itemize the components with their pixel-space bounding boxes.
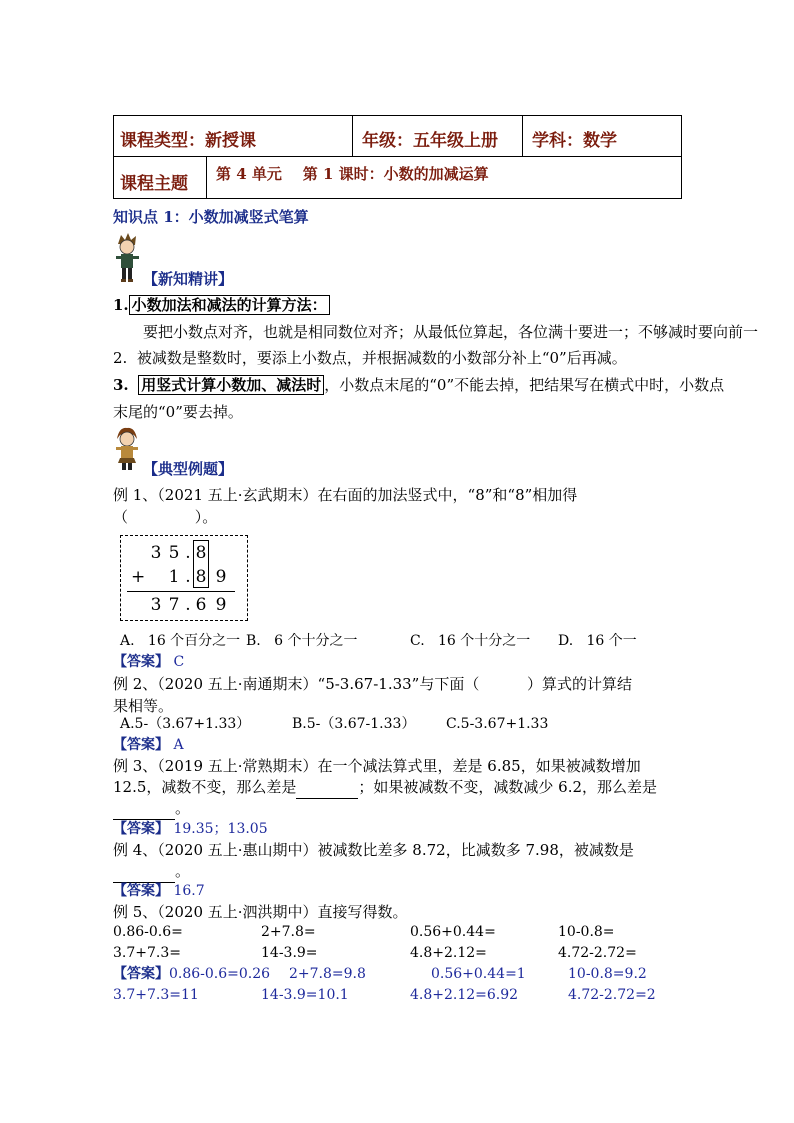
girl-cartoon-icon [113,425,141,473]
answer-value: 19.35；13.05 [173,821,268,837]
example-5-answer [113,964,270,984]
ex5-answer-cell: 3.7+7.3=11 [113,987,199,1003]
option-c: C. 16 个十分之一 [410,633,531,649]
ex5-question-cell: 0.86-0.6= [113,924,183,940]
course-type: 课程类型：新授课 [120,131,256,151]
col-divider [206,156,207,198]
answer-label: 【答案】 [113,966,169,982]
example-5-question: 例 5、（2020 五上·泗洪期中）直接写得数。 [113,903,408,921]
ex2-option-b: B.5-（3.67-1.33） [292,716,416,732]
subject: 学科：数学 [532,131,617,151]
example-4-answer [113,881,205,901]
sum-line [127,591,235,592]
example-3-answer [113,819,268,839]
item-1 [113,294,330,316]
item-3 [113,374,724,396]
topic-label: 课程主题 [120,174,188,194]
text-span: ；如果被减数不变，减数减少 6.2，那么差是 [358,778,658,796]
answer-value: 16.7 [173,883,205,899]
example-3-question-cont [113,776,657,799]
ex5-answer-cell: 2+7.8=9.8 [289,966,366,982]
answer-label: 【答案】 [113,883,169,899]
answer-blank [113,797,175,820]
option-d: D. 16 个一 [558,633,637,649]
topic-value: 第 4 单元 第 1 课时：小数的加减运算 [216,165,489,183]
calc-plus-sign: + [131,567,146,587]
ex5-question-cell: 14-3.9= [261,945,318,961]
course-info-table [113,115,682,199]
calc-digit: 3 [150,543,162,563]
example-1-blank: （ ）。 [113,508,218,526]
calc-digit: 3 [150,595,162,615]
example-2-question: 例 2、（2020 五上·南通期末）“5-3.67-1.33”与下面（ ）算式的计算结 [113,675,633,693]
text-span: 12.5，减数不变，那么差是 [113,778,297,796]
item-1-boxed: 小数加法和减法的计算方法： [129,295,330,315]
ex5-answer-cell: 0.86-0.6=0.26 [169,966,271,982]
calc-digit: . [185,595,191,615]
grade: 年级：五年级上册 [362,131,498,151]
answer-value: A [173,737,184,753]
item-1-number: 1. [113,296,129,314]
example-2-answer [113,735,184,755]
calc-digit: 9 [215,595,227,615]
calc-digit: . [185,543,191,563]
calc-digit: 9 [215,567,227,587]
col-divider [352,116,353,156]
ex5-answer-cell: 0.56+0.44=1 [431,966,526,982]
ex5-question-cell: 0.56+0.44= [410,924,496,940]
ex5-question-cell: 10-0.8= [558,924,615,940]
example-3-question: 例 3、（2019 五上·常熟期末）在一个减法算式里，差是 6.85，如果被减数增加 [113,757,641,775]
option-b: B. 6 个十分之一 [246,633,358,649]
item-3-line2: 末尾的“0”要去掉。 [113,403,243,421]
calc-digit: 1 [168,567,180,587]
example-4-question-end [113,860,190,883]
example-3-question-end [113,797,190,820]
ex5-question-cell: 3.7+7.3= [113,945,181,961]
item-2: 2. 被减数是整数时，要添上小数点，并根据减数的小数部分补上“0”后再减。 [113,349,627,367]
calc-digit: 7 [168,595,180,615]
calc-digit: 8 [195,543,207,563]
answer-label: 【答案】 [113,654,169,670]
option-a: A. 16 个百分之一 [120,633,241,649]
answer-blank [113,860,175,883]
col-divider [522,116,523,156]
item-1-text: 要把小数点对齐，也就是相同数位对齐；从最低位算起，各位满十要进一；不够减时要向前一 [143,323,759,341]
item-3-rest: ，小数点末尾的“0”不能去掉，把结果写在横式中时，小数点 [324,376,725,394]
item-3-boxed: 用竖式计算小数加、减法时 [138,375,324,395]
answer-label: 【答案】 [113,737,169,753]
ex5-question-cell: 2+7.8= [261,924,316,940]
new-lesson-heading: 【新知精讲】 [143,270,234,288]
answer-value: C [173,654,185,670]
ex5-question-cell: 4.8+2.12= [410,945,487,961]
boy-cartoon-icon [113,232,141,284]
example-4-question: 例 4、（2020 五上·惠山期中）被减数比差多 8.72，比减数多 7.98，被减数是 [113,841,634,859]
ex5-question-cell: 4.72-2.72= [558,945,637,961]
item-3-number: 3. [113,376,129,394]
vertical-addition [120,535,248,621]
examples-heading: 【典型例题】 [143,460,234,478]
answer-blank [296,776,358,799]
example-1-question: 例 1、（2021 五上·玄武期末）在右面的加法竖式中，“8”和“8”相加得 [113,486,578,504]
row-divider [114,156,681,157]
calc-digit: 5 [168,543,180,563]
answer-label: 【答案】 [113,821,169,837]
ex2-option-c: C.5-3.67+1.33 [446,716,549,732]
example-2-question-cont: 果相等。 [113,697,174,715]
ex5-answer-cell: 4.72-2.72=2 [568,987,656,1003]
ex5-answer-cell: 10-0.8=9.2 [568,966,647,982]
calc-digit: 8 [195,567,207,587]
example-1-answer [113,652,184,672]
knowledge-point-title: 知识点 1：小数加减竖式笔算 [113,208,309,226]
ex5-answer-cell: 14-3.9=10.1 [261,987,349,1003]
ex2-option-a: A.5-（3.67+1.33） [120,716,251,732]
calc-digit: . [185,567,191,587]
text-span: 。 [175,799,191,817]
ex5-answer-cell: 4.8+2.12=6.92 [410,987,519,1003]
calc-digit: 6 [195,595,207,615]
text-span: 。 [175,862,191,880]
